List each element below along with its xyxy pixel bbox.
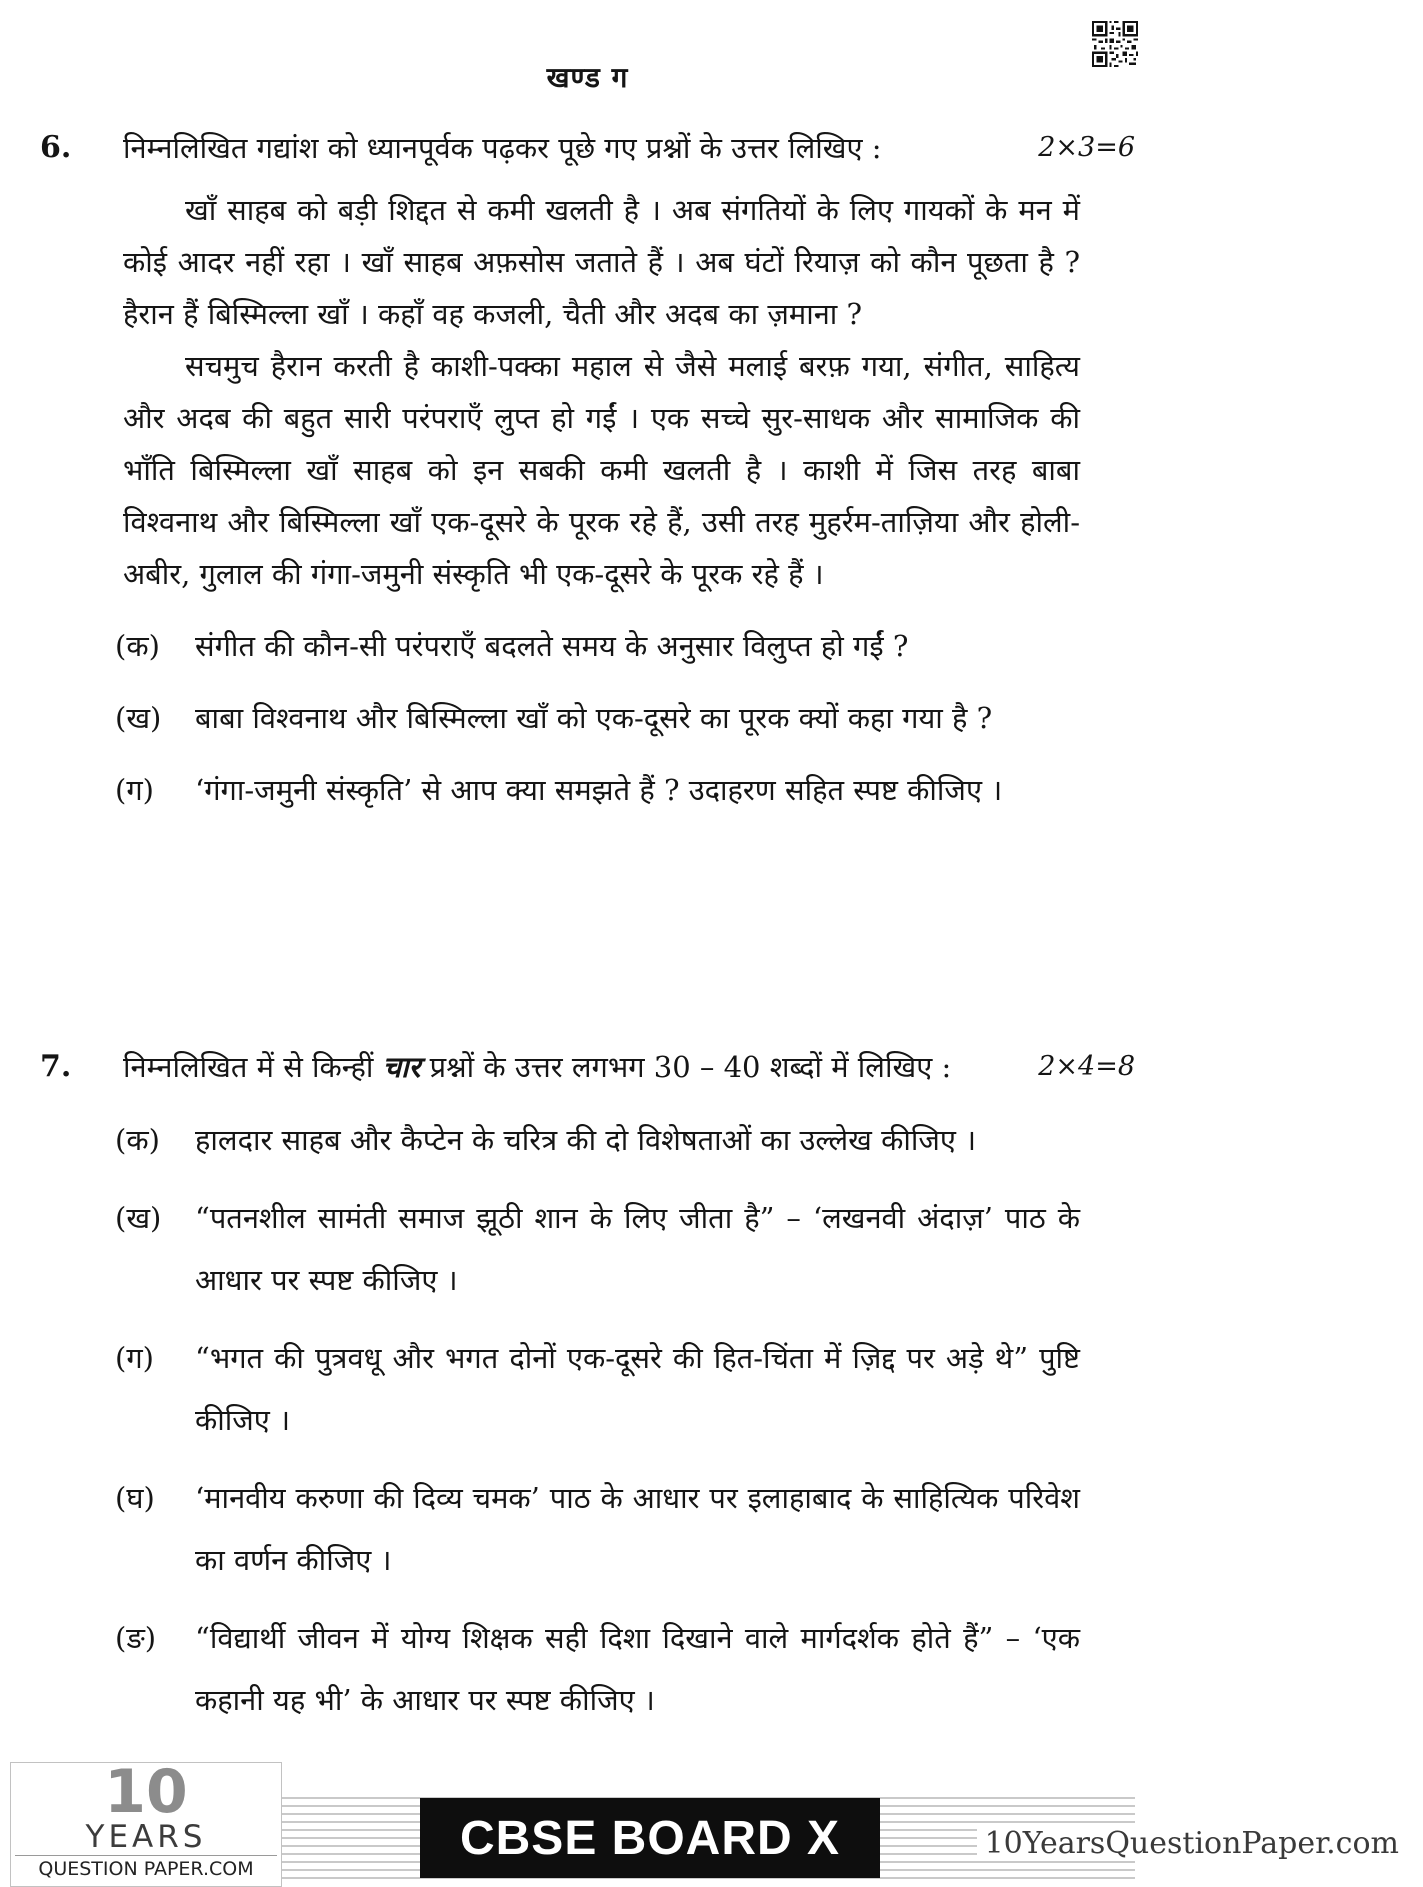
sub-question-label: (घ) (115, 1481, 155, 1515)
question-6-sub-questions (40, 620, 1135, 816)
sub-question-label: (ग) (115, 1341, 154, 1375)
website-url: 10YearsQuestionPaper.com (977, 1826, 1399, 1861)
page-content (40, 122, 1135, 1731)
section-heading: खण्ड ग (546, 61, 629, 94)
question-6-marks: 2×3=6 (1038, 132, 1135, 163)
sub-question (115, 1109, 1080, 1171)
reading-passage (123, 184, 1080, 600)
sub-question-text: “भगत की पुत्रवधू और भगत दोनों एक-दूसरे की हित-चिंता में ज़िद्द पर अड़े थे” पुष्टि कीजिए । (195, 1341, 1080, 1437)
sub-question (115, 1607, 1080, 1731)
sub-question-label: (ख) (115, 1201, 162, 1235)
question-7-number: 7. (40, 1049, 72, 1084)
question-6 (40, 122, 1135, 816)
question-7 (40, 1041, 1135, 1731)
passage-paragraph: खाँ साहब को बड़ी शिद्दत से कमी खलती है । अब संगतियों के लिए गायकों के मन में कोई आदर नहीं रहा । खाँ साहब अफ़सोस जताते हैं । अब घंटों रियाज़ को कौन पूछता है ? हैरान हैं बिस्मिल्ला खाँ । कहाँ वह कजली, चैती और अदब का ज़माना ? (123, 193, 1080, 331)
sub-question (115, 1327, 1080, 1451)
sub-question-label: (क) (115, 629, 160, 663)
sub-question-label: (क) (115, 1123, 160, 1157)
sub-question (115, 1187, 1080, 1311)
sub-question-text: ‘गंगा-जमुनी संस्कृति’ से आप क्या समझते हैं ? उदाहरण सहित स्पष्ट कीजिए । (195, 773, 1003, 807)
question-6-number: 6. (40, 130, 72, 165)
question-7-prompt (123, 1041, 1017, 1093)
sub-question-text: हालदार साहब और कैप्टेन के चरित्र की दो विशेषताओं का उल्लेख कीजिए । (195, 1123, 977, 1157)
sub-question-label: (ख) (115, 701, 162, 735)
10years-logo (10, 1757, 282, 1887)
sub-question-label: (ग) (115, 773, 154, 807)
logo-number: 10 (104, 1757, 188, 1827)
sub-question (115, 1467, 1080, 1591)
sub-question-text: बाबा विश्वनाथ और बिस्मिल्ला खाँ को एक-दूसरे का पूरक क्यों कहा गया है ? (195, 701, 993, 735)
sub-question-text: “विद्यार्थी जीवन में योग्य शिक्षक सही दिशा दिखाने वाले मार्गदर्शक होते हैं” – ‘एक कहानी यह भी’ के आधार पर स्पष्ट कीजिए । (195, 1621, 1080, 1717)
sub-question-text: संगीत की कौन-सी परंपराएँ बदलते समय के अनुसार विलुप्त हो गईं ? (195, 629, 909, 663)
sub-question (115, 620, 1080, 672)
sub-question-text: ‘मानवीय करुणा की दिव्य चमक’ पाठ के आधार पर इलाहाबाद के साहित्यिक परिवेश का वर्णन कीजिए । (195, 1481, 1080, 1577)
logo-site-text: QUESTION PAPER.COM (15, 1855, 277, 1882)
footer-watermark (0, 1757, 1423, 1887)
sub-question-text: “पतनशील सामंती समाज झूठी शान के लिए जीता है” – ‘लखनवी अंदाज़’ पाठ के आधार पर स्पष्ट कीजिए । (195, 1201, 1080, 1297)
logo-word: YEARS (85, 1819, 207, 1855)
prompt-part: प्रश्नों के उत्तर लगभग 30 – 40 शब्दों में लिखिए : (420, 1050, 952, 1084)
question-6-prompt: निम्नलिखित गद्यांश को ध्यानपूर्वक पढ़कर पूछे गए प्रश्नों के उत्तर लिखिए : (123, 131, 882, 165)
sub-question (115, 764, 1080, 816)
question-7-sub-questions (40, 1109, 1135, 1731)
sub-question-label: (ङ) (115, 1621, 157, 1655)
prompt-part: निम्नलिखित में से किन्हीं (123, 1050, 383, 1084)
passage-paragraph: सचमुच हैरान करती है काशी-पक्का महाल से जैसे मलाई बरफ़ गया, संगीत, साहित्य और अदब की बहुत सारी परंपराएँ लुप्त हो गईं । एक सच्चे सुर-साधक और सामाजिक की भाँति बिस्मिल्ला खाँ साहब को इन सबकी कमी खलती है । काशी में जिस तरह बाबा विश्वनाथ और बिस्मिल्ला खाँ एक-दूसरे के पूरक रहे हैं, उसी तरह मुहर्रम-ताज़िया और होली-अबीर, गुलाल की गंगा-जमुनी संस्कृति भी एक-दूसरे के पूरक रहे हैं । (123, 349, 1080, 591)
cbse-board-banner: CBSE BOARD X (420, 1798, 880, 1878)
prompt-part-emphasis: चार (382, 1050, 421, 1084)
sub-question (115, 692, 1080, 744)
question-7-marks: 2×4=8 (1038, 1051, 1135, 1082)
